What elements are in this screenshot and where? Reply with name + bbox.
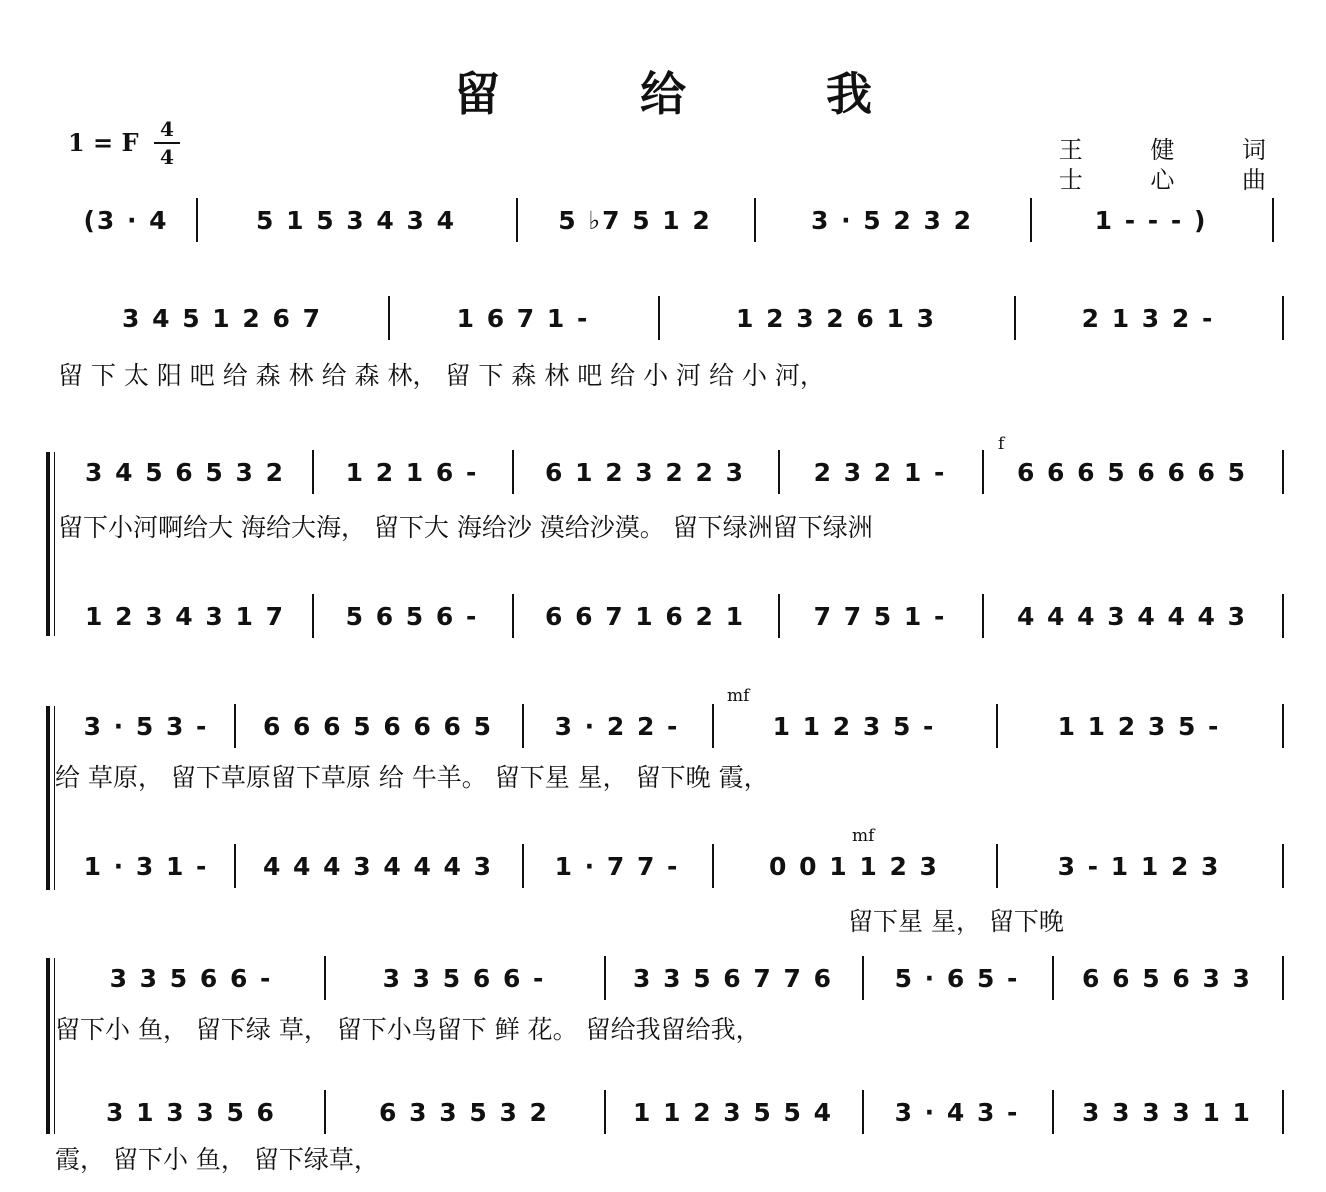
bar-line xyxy=(234,844,236,888)
bar-line xyxy=(778,594,780,638)
lyric-line: 留下小河啊给大 海给大海， 留下大 海给沙 漠给沙漠。 留下绿洲留下绿洲 xyxy=(58,513,873,542)
measure: 3 4 5 6 5 3 2 xyxy=(85,457,285,487)
bar-line xyxy=(1052,1090,1054,1134)
measure: 1 6 7 1 - xyxy=(456,303,590,333)
composer-credit: 士 心 曲 xyxy=(1058,166,1296,194)
dynamic-marking: mf xyxy=(727,686,750,706)
measure: 6 6 6 5 6 6 6 5 xyxy=(262,711,494,741)
measure: 1 1 2 3 5 - xyxy=(772,711,936,741)
measure: 6 6 6 5 6 6 6 5 xyxy=(1016,457,1248,487)
bar-line xyxy=(604,1090,606,1134)
bar-line xyxy=(862,956,864,1000)
measure: 1 2 1 6 - xyxy=(345,457,479,487)
bar-line xyxy=(1272,198,1274,242)
measure: 1 2 3 2 6 1 3 xyxy=(736,303,936,333)
bar-line xyxy=(996,844,998,888)
measure: 5 ♭7 5 1 2 xyxy=(558,205,712,235)
bar-line xyxy=(512,450,514,494)
measure: 2 3 2 1 - xyxy=(813,457,947,487)
time-denominator: 4 xyxy=(160,145,174,169)
bar-line xyxy=(658,296,660,340)
bar-line xyxy=(324,1090,326,1134)
measure: 3 3 3 3 1 1 xyxy=(1082,1097,1252,1127)
measure: 1 1 2 3 5 5 4 xyxy=(633,1097,833,1127)
time-numerator: 4 xyxy=(160,117,174,141)
bar-line xyxy=(1282,704,1284,748)
lyric-line: 留下星 星， 留下晚 xyxy=(848,907,1064,936)
bar-line xyxy=(712,704,714,748)
measure: 3 3 5 6 7 7 6 xyxy=(633,963,833,993)
measure: 1 - - - ) xyxy=(1094,205,1208,235)
measure: 1 · 7 7 - xyxy=(554,851,680,881)
bar-line xyxy=(388,296,390,340)
dynamic-marking: mf xyxy=(852,826,875,846)
measure: 0 0 1 1 2 3 xyxy=(769,851,939,881)
bar-line xyxy=(324,956,326,1000)
bar-line xyxy=(1282,956,1284,1000)
bar-line xyxy=(516,198,518,242)
bar-line xyxy=(196,198,198,242)
measure: 3 3 5 6 6 - xyxy=(109,963,273,993)
bar-line xyxy=(1014,296,1016,340)
measure: 4 4 4 3 4 4 4 3 xyxy=(262,851,494,881)
bar-line xyxy=(522,844,524,888)
measure: 3 · 4 3 - xyxy=(894,1097,1020,1127)
measure: 3 · 5 2 3 2 xyxy=(811,205,973,235)
bar-line xyxy=(1282,1090,1284,1134)
bar-line xyxy=(982,594,984,638)
measure: 2 1 3 2 - xyxy=(1081,303,1215,333)
lyric-line: 给 草原， 留下草原留下草原 给 牛羊。 留下星 星， 留下晚 霞， xyxy=(55,763,769,792)
bar-line xyxy=(312,594,314,638)
measure: 5 · 6 5 - xyxy=(894,963,1020,993)
measure: 3 1 3 3 5 6 xyxy=(106,1097,276,1127)
measure: 3 · 5 3 - xyxy=(83,711,209,741)
lyricist-credit: 王 健 词 xyxy=(1058,136,1296,164)
dynamic-marking: f xyxy=(998,434,1005,454)
bar-line xyxy=(1282,450,1284,494)
bar-line xyxy=(512,594,514,638)
lyric-line: 霞， 留下小 鱼， 留下绿草， xyxy=(55,1145,379,1174)
measure: 6 6 7 1 6 2 1 xyxy=(545,601,745,631)
measure: 4 4 4 3 4 4 4 3 xyxy=(1016,601,1248,631)
system-brace xyxy=(46,706,54,890)
measure: 3 4 5 1 2 6 7 xyxy=(122,303,322,333)
bar-line xyxy=(754,198,756,242)
bar-line xyxy=(1282,844,1284,888)
lyric-line: 留 下 太 阳 吧 给 森 林 给 森 林， 留 下 森 林 吧 给 小 河 给 小 河， xyxy=(58,361,825,390)
bar-line xyxy=(712,844,714,888)
bar-line xyxy=(996,704,998,748)
bar-line xyxy=(778,450,780,494)
bar-line xyxy=(234,704,236,748)
measure: 1 · 3 1 - xyxy=(83,851,209,881)
lyric-line: 留下小 鱼， 留下绿 草， 留下小鸟留下 鲜 花。 留给我留给我， xyxy=(55,1015,761,1044)
song-title: 留 给 我 xyxy=(453,67,935,121)
bar-line xyxy=(312,450,314,494)
measure: 7 7 5 1 - xyxy=(813,601,947,631)
measure: 3 - 1 1 2 3 xyxy=(1057,851,1221,881)
measure: 6 1 2 3 2 2 3 xyxy=(545,457,745,487)
bar-line xyxy=(1282,594,1284,638)
measure: 3 · 2 2 - xyxy=(554,711,680,741)
key-signature: 1 = F xyxy=(68,128,139,157)
bar-line xyxy=(604,956,606,1000)
measure: 5 6 5 6 - xyxy=(345,601,479,631)
bar-line xyxy=(1052,956,1054,1000)
bar-line xyxy=(1030,198,1032,242)
system-brace xyxy=(46,958,54,1134)
system-brace xyxy=(46,452,54,636)
measure: 1 2 3 4 3 1 7 xyxy=(85,601,285,631)
measure: 1 1 2 3 5 - xyxy=(1057,711,1221,741)
bar-line xyxy=(522,704,524,748)
bar-line xyxy=(862,1090,864,1134)
measure: 5 1 5 3 4 3 4 xyxy=(256,205,456,235)
measure: (3 · 4 xyxy=(83,205,169,235)
measure: 3 3 5 6 6 - xyxy=(382,963,546,993)
bar-line xyxy=(982,450,984,494)
measure: 6 3 3 5 3 2 xyxy=(379,1097,549,1127)
measure: 6 6 5 6 3 3 xyxy=(1082,963,1252,993)
bar-line xyxy=(1282,296,1284,340)
